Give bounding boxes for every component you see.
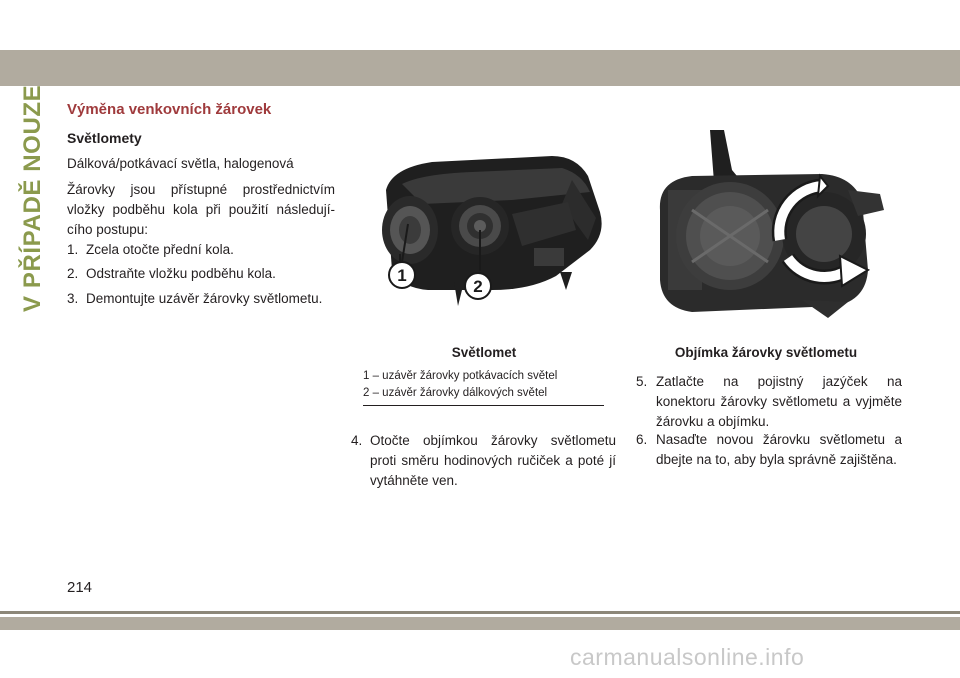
watermark: carmanualsonline.info [570, 644, 805, 670]
chapter-side-label: V PŘÍPADĚ NOUZE [19, 84, 46, 312]
step-number: 3. [67, 291, 79, 306]
section-title: Výměna venkovních žárovek [67, 101, 272, 118]
figure-1-caption: Světlomet [451, 345, 517, 360]
page-number: 214 [67, 579, 93, 596]
legend-item-2: 2 – uzávěr žárovky dálkových světel [363, 387, 548, 399]
step-text: Demontujte uzávěr žárovky světlometu. [86, 291, 323, 306]
bulb-socket-photo [652, 130, 884, 322]
step-4 [351, 431, 616, 493]
step-5 [636, 372, 902, 434]
intro-line: Dálková/potkávací světla, halogenová [67, 156, 294, 171]
footer-band [0, 617, 960, 630]
step-text: Otočte objímkou žárovky světlometu proti směru hodinových ručiček a poté jí vytáhněte ven. [370, 433, 616, 488]
step-number: 6. [636, 432, 648, 447]
step-text: Zcela otočte přední kola. [86, 242, 234, 257]
footer-line [0, 611, 960, 614]
step-number: 2. [67, 266, 79, 281]
step-2 [67, 264, 337, 284]
step-6 [636, 430, 902, 492]
figure-2-caption: Objímka žárovky světlometu [674, 345, 858, 360]
step-text: Odstraňte vložku podběhu kola. [86, 266, 276, 281]
step-3 [67, 289, 337, 309]
intro-paragraph: Žárovky jsou přístupné prostřednictvím vložky podběhu kola při použití následují-cího postupu: [67, 182, 335, 237]
headlamp-photo [362, 130, 608, 320]
figure-1-legend [363, 368, 604, 406]
step-text: Zatlačte na pojistný jazýček na konektoru žárovky světlometu a vyjměte žárovku a objímku. [656, 374, 902, 429]
legend-item-1: 1 – uzávěr žárovky potkávacích světel [363, 370, 558, 382]
subsection-title: Světlomety [67, 130, 142, 146]
callout-2: 2 [473, 277, 483, 296]
step-1 [67, 240, 337, 260]
step-number: 5. [636, 374, 648, 389]
header-band [0, 50, 960, 86]
step-number: 1. [67, 242, 79, 257]
step-text: Nasaďte novou žárovku světlometu a dbejte na to, aby byla správně zajištěna. [656, 432, 902, 467]
step-number: 4. [351, 433, 363, 448]
callout-1: 1 [397, 266, 407, 285]
